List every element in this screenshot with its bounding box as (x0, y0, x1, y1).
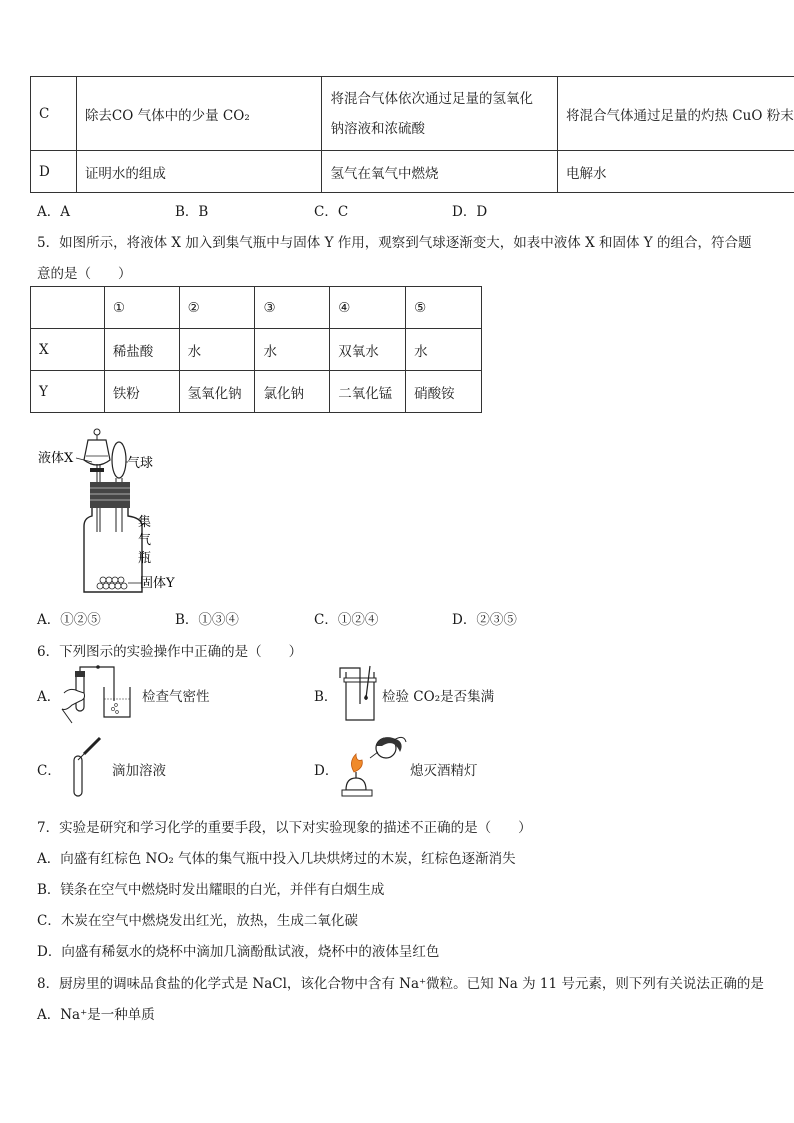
q6-stem: 6．下列图示的实验操作中正确的是（ ） (37, 644, 303, 660)
q4-option-d[interactable]: D．D (452, 204, 488, 220)
header-cell: ③ (255, 287, 330, 329)
q6-option-d-letter[interactable]: D． (314, 763, 339, 779)
q4-option-c[interactable]: C．C (314, 204, 349, 220)
header-cell: ⑤ (406, 287, 482, 329)
q5-option-d[interactable]: D．②③⑤ (452, 612, 517, 628)
cell: 铁粉 (104, 371, 179, 413)
header-cell: ① (104, 287, 179, 329)
cell: 二氧化锰 (330, 371, 406, 413)
cell: 氯化钠 (255, 371, 330, 413)
gas-bottle-apparatus-figure (30, 420, 190, 600)
table-row (31, 329, 482, 371)
purpose-cell: 证明水的组成 (76, 151, 322, 193)
comparison-table (30, 76, 794, 193)
row-label: Y (31, 371, 105, 413)
q8-stem: 8．厨房里的调味品食盐的化学式是 NaCl，该化合物中含有 Na⁺微粒。已知 Na 为 11 号元素，则下列有关说法正确的是 (37, 976, 764, 992)
q7-option-a[interactable]: A．向盛有红棕色 NO₂ 气体的集气瓶中投入几块烘烤过的木炭，红棕色逐渐消失 (37, 851, 516, 867)
q5-stem: 5．如图所示，将液体 X 加入到集气瓶中与固体 Y 作用，观察到气球逐渐变大，如表中液体 X 和固体 Y 的组合，符合题 (37, 235, 752, 251)
q6-option-c-label: 滴加溶液 (112, 763, 166, 779)
q4-option-a[interactable]: A．A (37, 204, 70, 220)
method2-cell: 电解水 (558, 151, 794, 193)
method2-cell: 将混合气体通过足量的灼热 CuO 粉末 (558, 77, 794, 151)
dropper-figure (70, 736, 110, 800)
row-label: X (31, 329, 105, 371)
header-cell (31, 287, 105, 329)
label-solid-y: 固体Y (140, 576, 175, 591)
q5-option-b[interactable]: B．①③④ (175, 612, 239, 628)
q8-option-a[interactable]: A．Na⁺是一种单质 (37, 1007, 155, 1023)
co2-full-check-figure (338, 664, 382, 724)
q5-option-c[interactable]: C．①②④ (314, 612, 379, 628)
q5-table (30, 286, 482, 413)
q6-option-a-label: 检查气密性 (142, 689, 210, 705)
cell: 水 (179, 329, 255, 371)
cell: 水 (255, 329, 330, 371)
airtightness-check-figure (60, 665, 142, 725)
table-header-row (31, 287, 482, 329)
table-row (31, 371, 482, 413)
q6-option-a-letter[interactable]: A． (37, 689, 61, 705)
q6-option-b-label: 检验 CO₂是否集满 (382, 689, 495, 705)
label-balloon: 气球 (127, 456, 154, 471)
method1-cell (322, 77, 558, 151)
cell: 稀盐酸 (104, 329, 179, 371)
row-id: D (31, 151, 77, 193)
method1-cell: 氢气在氧气中燃烧 (322, 151, 558, 193)
q7-option-b[interactable]: B．镁条在空气中燃烧时发出耀眼的白光，并伴有白烟生成 (37, 882, 385, 898)
label-bottle-2: 气 (138, 533, 152, 548)
q6-option-c-letter[interactable]: C． (37, 763, 61, 779)
cell: 氢氧化钠 (179, 371, 255, 413)
q7-option-c[interactable]: C．木炭在空气中燃烧发出红光，放热，生成二氧化碳 (37, 913, 358, 929)
row-id: C (31, 77, 77, 151)
extinguish-lamp-figure (338, 732, 410, 804)
table-row (31, 151, 794, 193)
method1-line: 钠溶液和浓硫酸 (330, 120, 425, 137)
header-cell: ② (179, 287, 255, 329)
label-bottle-3: 瓶 (138, 551, 152, 566)
cell: 双氧水 (330, 329, 406, 371)
q5-option-a[interactable]: A．①②⑤ (37, 612, 101, 628)
q5-stem-cont: 意的是（ ） (37, 266, 132, 282)
q4-option-b[interactable]: B．B (175, 204, 209, 220)
cell: 水 (406, 329, 482, 371)
cell: 硝酸铵 (406, 371, 482, 413)
q7-stem: 7．实验是研究和学习化学的重要手段，以下对实验现象的描述不正确的是（ ） (37, 820, 532, 836)
purpose-cell: 除去CO 气体中的少量 CO₂ (76, 77, 322, 151)
q7-option-d[interactable]: D．向盛有稀氨水的烧杯中滴加几滴酚酞试液，烧杯中的液体呈红色 (37, 944, 440, 960)
label-bottle-1: 集 (138, 515, 152, 530)
method1-line: 将混合气体依次通过足量的氢氧化 (330, 90, 533, 107)
q6-option-b-letter[interactable]: B． (314, 689, 338, 705)
table-row (31, 77, 794, 151)
label-liquid-x: 液体X (38, 451, 74, 466)
q6-option-d-label: 熄灭酒精灯 (410, 763, 478, 779)
header-cell: ④ (330, 287, 406, 329)
